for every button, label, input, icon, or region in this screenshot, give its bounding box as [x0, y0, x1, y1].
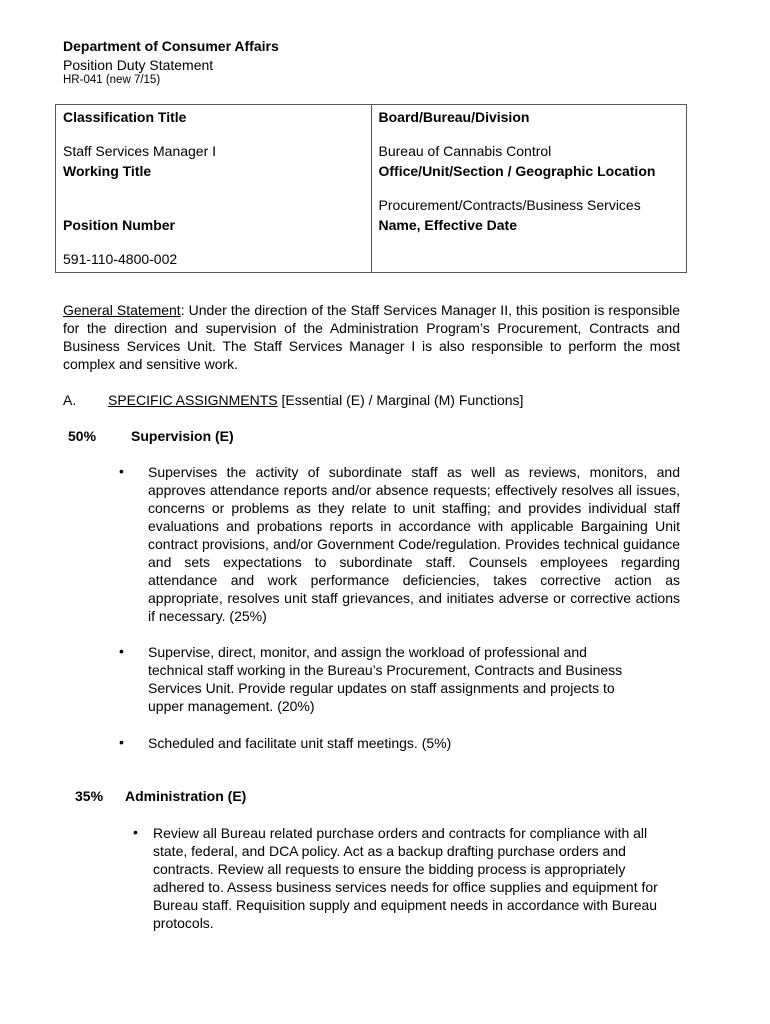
office-label: Office/Unit/Section / Geographic Location	[378, 163, 656, 179]
supervision-bullet-1: Supervises the activity of subordinate staff as well as reviews, monitors, and approves attendance reports and/or absence requests; effectively resolves all issues, concerns or problems as they relate to unit staffing; and provides individual staff evaluations and probations reports in accordance with applicable Bargaining Unit contract provisions, and/or Government Code/regulation. Provides technical guidance and sets expectations to subordinate staff. Counsels employees regarding attendance and work performance deficiencies, takes corrective action as appropriate, resolves unit staff grievances, and initiates adverse or corrective actions if necessary. (25%)	[148, 464, 680, 624]
supervision-bullet-3: Scheduled and facilitate unit staff meetings. (5%)	[148, 735, 452, 751]
supervision-bullet-2: Supervise, direct, monitor, and assign the workload of professional and technical staff working in the Bureau’s Procurement, Contracts and Business Services Unit. Provide regular updates on staff assignments and projects to upper management. (20%)	[148, 644, 623, 714]
supervision-percent: 50%	[68, 428, 97, 444]
working-title-label: Working Title	[63, 163, 152, 179]
name-date-label: Name, Effective Date	[378, 217, 518, 233]
department-name: Department of Consumer Affairs	[63, 38, 279, 54]
administration-bullet-1: Review all Bureau related purchase orders and contracts for compliance with all state, federal, and DCA policy. Act as a backup drafting purchase orders and contracts. Review all requests to ensure the bidding process is appropriately adhered to. Assess business services needs for office supplies and equipment for Bureau staff. Requisition supply and equipment needs in accordance with Bureau protocols.	[153, 825, 658, 931]
board-cell	[371, 105, 687, 164]
general-statement-text: : Under the direction of the Staff Services Manager II, this position is responsible for the direction and supervision of the Administration Program’s Procurement, Contracts and Business Services Unit. The Staff Services Manager I is also responsible to perform the most complex and sensitive work.	[63, 302, 680, 372]
board-label: Board/Bureau/Division	[378, 109, 530, 125]
position-number-label: Position Number	[63, 217, 176, 233]
classification-title-value: Staff Services Manager I	[63, 143, 217, 159]
administration-heading: Administration (E)	[125, 788, 247, 804]
position-number-value: 591-110-4800-002	[63, 251, 178, 267]
supervision-heading: Supervision (E)	[131, 428, 234, 444]
board-value: Bureau of Cannabis Control	[378, 143, 552, 159]
bullet-icon: •	[119, 734, 124, 750]
general-statement	[63, 301, 680, 373]
bullet-icon: •	[119, 463, 124, 479]
name-date-cell	[371, 217, 687, 273]
bullet-icon: •	[133, 824, 138, 840]
classification-title-label: Classification Title	[63, 109, 187, 125]
position-info-table	[55, 104, 687, 273]
section-title	[108, 392, 523, 408]
office-value: Procurement/Contracts/Business Services	[378, 197, 641, 213]
position-number-cell	[56, 217, 372, 273]
document-title: Position Duty Statement	[63, 57, 214, 73]
working-title-cell	[56, 163, 372, 217]
bullet-icon: •	[119, 643, 124, 659]
classification-title-cell	[56, 105, 372, 164]
office-cell	[371, 163, 687, 217]
form-number: HR-041 (new 7/15)	[63, 74, 161, 86]
section-title-sub: [Essential (E) / Marginal (M) Functions]	[277, 392, 524, 408]
section-letter: A.	[63, 392, 77, 408]
administration-percent: 35%	[75, 788, 104, 804]
section-title-main: SPECIFIC ASSIGNMENTS	[108, 392, 278, 408]
general-statement-label: General Statement	[63, 302, 181, 318]
